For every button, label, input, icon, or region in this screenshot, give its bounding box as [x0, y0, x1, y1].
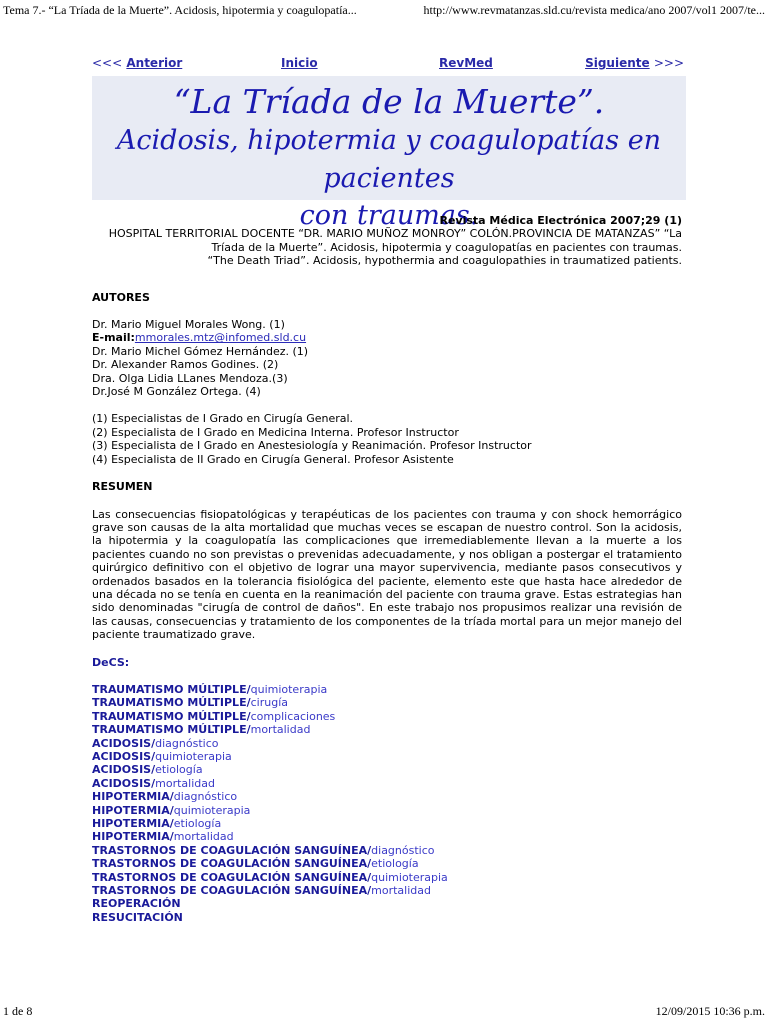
nav-revmed-link[interactable]: RevMed: [439, 56, 493, 70]
decs-term: HIPOTERMIA/: [92, 790, 174, 804]
author-1: Dr. Mario Miguel Morales Wong. (1): [92, 318, 285, 332]
abstract-heading: RESUMEN: [92, 480, 153, 494]
decs-subterm: etiología: [155, 763, 203, 777]
affiliation-2: (2) Especialista de I Grado en Medicina Interna. Profesor Instructor: [92, 425, 459, 439]
decs-item: [92, 844, 682, 857]
decs-term: REOPERACIÓN: [92, 897, 181, 911]
affiliation-1: (1) Especialistas de I Grado en Cirugía General.: [92, 412, 354, 426]
article-content: [92, 214, 682, 924]
decs-item: [92, 897, 682, 910]
nav-prev[interactable]: [92, 56, 182, 70]
decs-term: TRASTORNOS DE COAGULACIÓN SANGUÍNEA/: [92, 857, 372, 871]
decs-item: [92, 857, 682, 870]
decs-term: ACIDOSIS/: [92, 750, 156, 763]
decs-subterm: quimioterapia: [173, 803, 251, 817]
email-line: [92, 331, 682, 344]
decs-subterm: mortalidad: [371, 884, 431, 898]
decs-subterm: diagnóstico: [371, 843, 435, 857]
decs-item: [92, 871, 682, 884]
decs-term: TRAUMATISMO MÚLTIPLE/: [92, 696, 251, 710]
decs-subterm: mortalidad: [250, 723, 311, 737]
banner-line-3: con traumas.: [299, 200, 479, 231]
decs-subterm: mortalidad: [173, 830, 234, 844]
decs-item: [92, 817, 682, 830]
decs-subterm: complicaciones: [250, 709, 336, 723]
decs-item: [92, 777, 682, 790]
decs-term: TRASTORNOS DE COAGULACIÓN SANGUÍNEA/: [92, 870, 372, 884]
authors-heading: AUTORES: [92, 290, 150, 304]
decs-item: [92, 696, 682, 709]
author-4: Dra. Olga Lidia LLanes Mendoza.(3): [92, 371, 288, 385]
decs-term: RESUCITACIÓN: [92, 910, 183, 924]
decs-item: [92, 804, 682, 817]
decs-term: HIPOTERMIA/: [92, 817, 174, 831]
nav-home-link[interactable]: Inicio: [281, 56, 318, 70]
decs-subterm: mortalidad: [155, 776, 215, 790]
decs-subterm: etiología: [173, 817, 222, 831]
decs-subterm: quimioterapia: [250, 682, 328, 696]
decs-item: [92, 683, 682, 696]
hospital-line: HOSPITAL TERRITORIAL DOCENTE “DR. MARIO MUÑOZ MONROY” COLÓN.PROVINCIA DE MATANZAS” “La Tríada de la Muerte”. Acidosis, hipotermia y coagulopatías en pacientes con traumas.: [108, 227, 682, 254]
nav-next-link[interactable]: Siguiente: [585, 56, 650, 70]
affiliation-4: (4) Especialista de II Grado en Cirugía General. Profesor Asistente: [92, 452, 454, 466]
decs-subterm: cirugía: [250, 696, 288, 710]
prev-arrow: <<<: [92, 56, 123, 70]
journal-citation: Revista Médica Electrónica 2007;29 (1): [439, 214, 682, 227]
decs-item: [92, 710, 682, 723]
banner-line-2: Acidosis, hipotermia y coagulopatías en pacientes: [116, 125, 662, 194]
email-link[interactable]: mmorales.mtz@infomed.sld.cu: [134, 331, 307, 345]
email-label: E-mail:: [92, 331, 135, 345]
decs-term: TRAUMATISMO MÚLTIPLE/: [92, 709, 251, 723]
print-footer: [3, 1004, 765, 1020]
print-url: http://www.revmatanzas.sld.cu/revista medica/ano 2007/vol1 2007/te...: [423, 3, 765, 17]
decs-term: HIPOTERMIA/: [92, 830, 174, 844]
decs-subterm: diagnóstico: [155, 736, 219, 750]
english-title: “The Death Triad”. Acidosis, hypothermia and coagulopathies in traumatized patients.: [207, 254, 682, 268]
affiliation-3: (3) Especialista de I Grado en Anestesiología y Reanimación. Profesor Instructor: [92, 439, 532, 453]
decs-subterm: diagnóstico: [173, 790, 238, 804]
decs-term: HIPOTERMIA/: [92, 803, 174, 817]
decs-term: ACIDOSIS/: [92, 776, 156, 790]
decs-heading: DeCS:: [92, 655, 130, 669]
print-title: Tema 7.- “La Tríada de la Muerte”. Acidosis, hipotermia y coagulopatía...: [3, 3, 357, 17]
decs-term: TRAUMATISMO MÚLTIPLE/: [92, 682, 251, 696]
decs-term: TRAUMATISMO MÚLTIPLE/: [92, 723, 251, 737]
decs-item: [92, 830, 682, 843]
print-header: [3, 3, 765, 19]
decs-item: [92, 737, 682, 750]
decs-item: [92, 884, 682, 897]
next-arrow: >>>: [653, 56, 684, 70]
author-5: Dr.José M González Ortega. (4): [92, 385, 261, 399]
decs-item: [92, 750, 682, 763]
decs-list: [92, 683, 682, 924]
decs-subterm: quimioterapia: [371, 870, 448, 884]
decs-item: [92, 911, 682, 924]
decs-term: ACIDOSIS/: [92, 736, 156, 750]
decs-term: ACIDOSIS/: [92, 763, 156, 777]
abstract-text: Las consecuencias fisiopatológicas y terapéuticas de los pacientes con trauma y con shock hemorrágico grave son causas de la alta mortalidad que muchas veces se escapan de nuestro control. Son la acidosis, la hipotermia y la coagulopatía las complicaciones que irremediablemente llevan a la muerte a los pacientes cuando no son previstas o prevenidas adecuadamente, y nos obligan a postergar el tratamiento quirúrgico definitivo con el objetivo de lograr una mayor supervivencia, mediante pasos consecutivos y ordenados basados en la tolerancia fisiológica del paciente, elemento este que hasta hace alrededor de una década no se tenía en cuenta en la reanimación del paciente con trauma grave. Estas estrategias han sido denominadas "cirugía de control de daños". En este trabajo nos propusimos realizar una revisión de las causas, consecuencias y tratamiento de los componentes de la tríada mortal para un mejor manejo del paciente traumatizado grave.: [92, 507, 682, 642]
nav-next[interactable]: [585, 56, 684, 70]
banner-line-1: “La Tríada de la Muerte”.: [173, 82, 605, 121]
nav-prev-link[interactable]: Anterior: [126, 56, 183, 70]
print-timestamp: 12/09/2015 10:36 p.m.: [655, 1004, 765, 1018]
decs-term: TRASTORNOS DE COAGULACIÓN SANGUÍNEA/: [92, 884, 372, 898]
page-number: 1 de 8: [3, 1004, 33, 1018]
author-2: Dr. Mario Michel Gómez Hernández. (1): [92, 344, 309, 358]
decs-subterm: quimioterapia: [155, 750, 232, 763]
decs-item: [92, 790, 682, 803]
decs-item: [92, 723, 682, 736]
decs-item: [92, 763, 682, 776]
article-nav: [92, 56, 684, 74]
decs-subterm: etiología: [371, 857, 419, 871]
author-3: Dr. Alexander Ramos Godines. (2): [92, 358, 279, 372]
decs-term: TRASTORNOS DE COAGULACIÓN SANGUÍNEA/: [92, 843, 372, 857]
